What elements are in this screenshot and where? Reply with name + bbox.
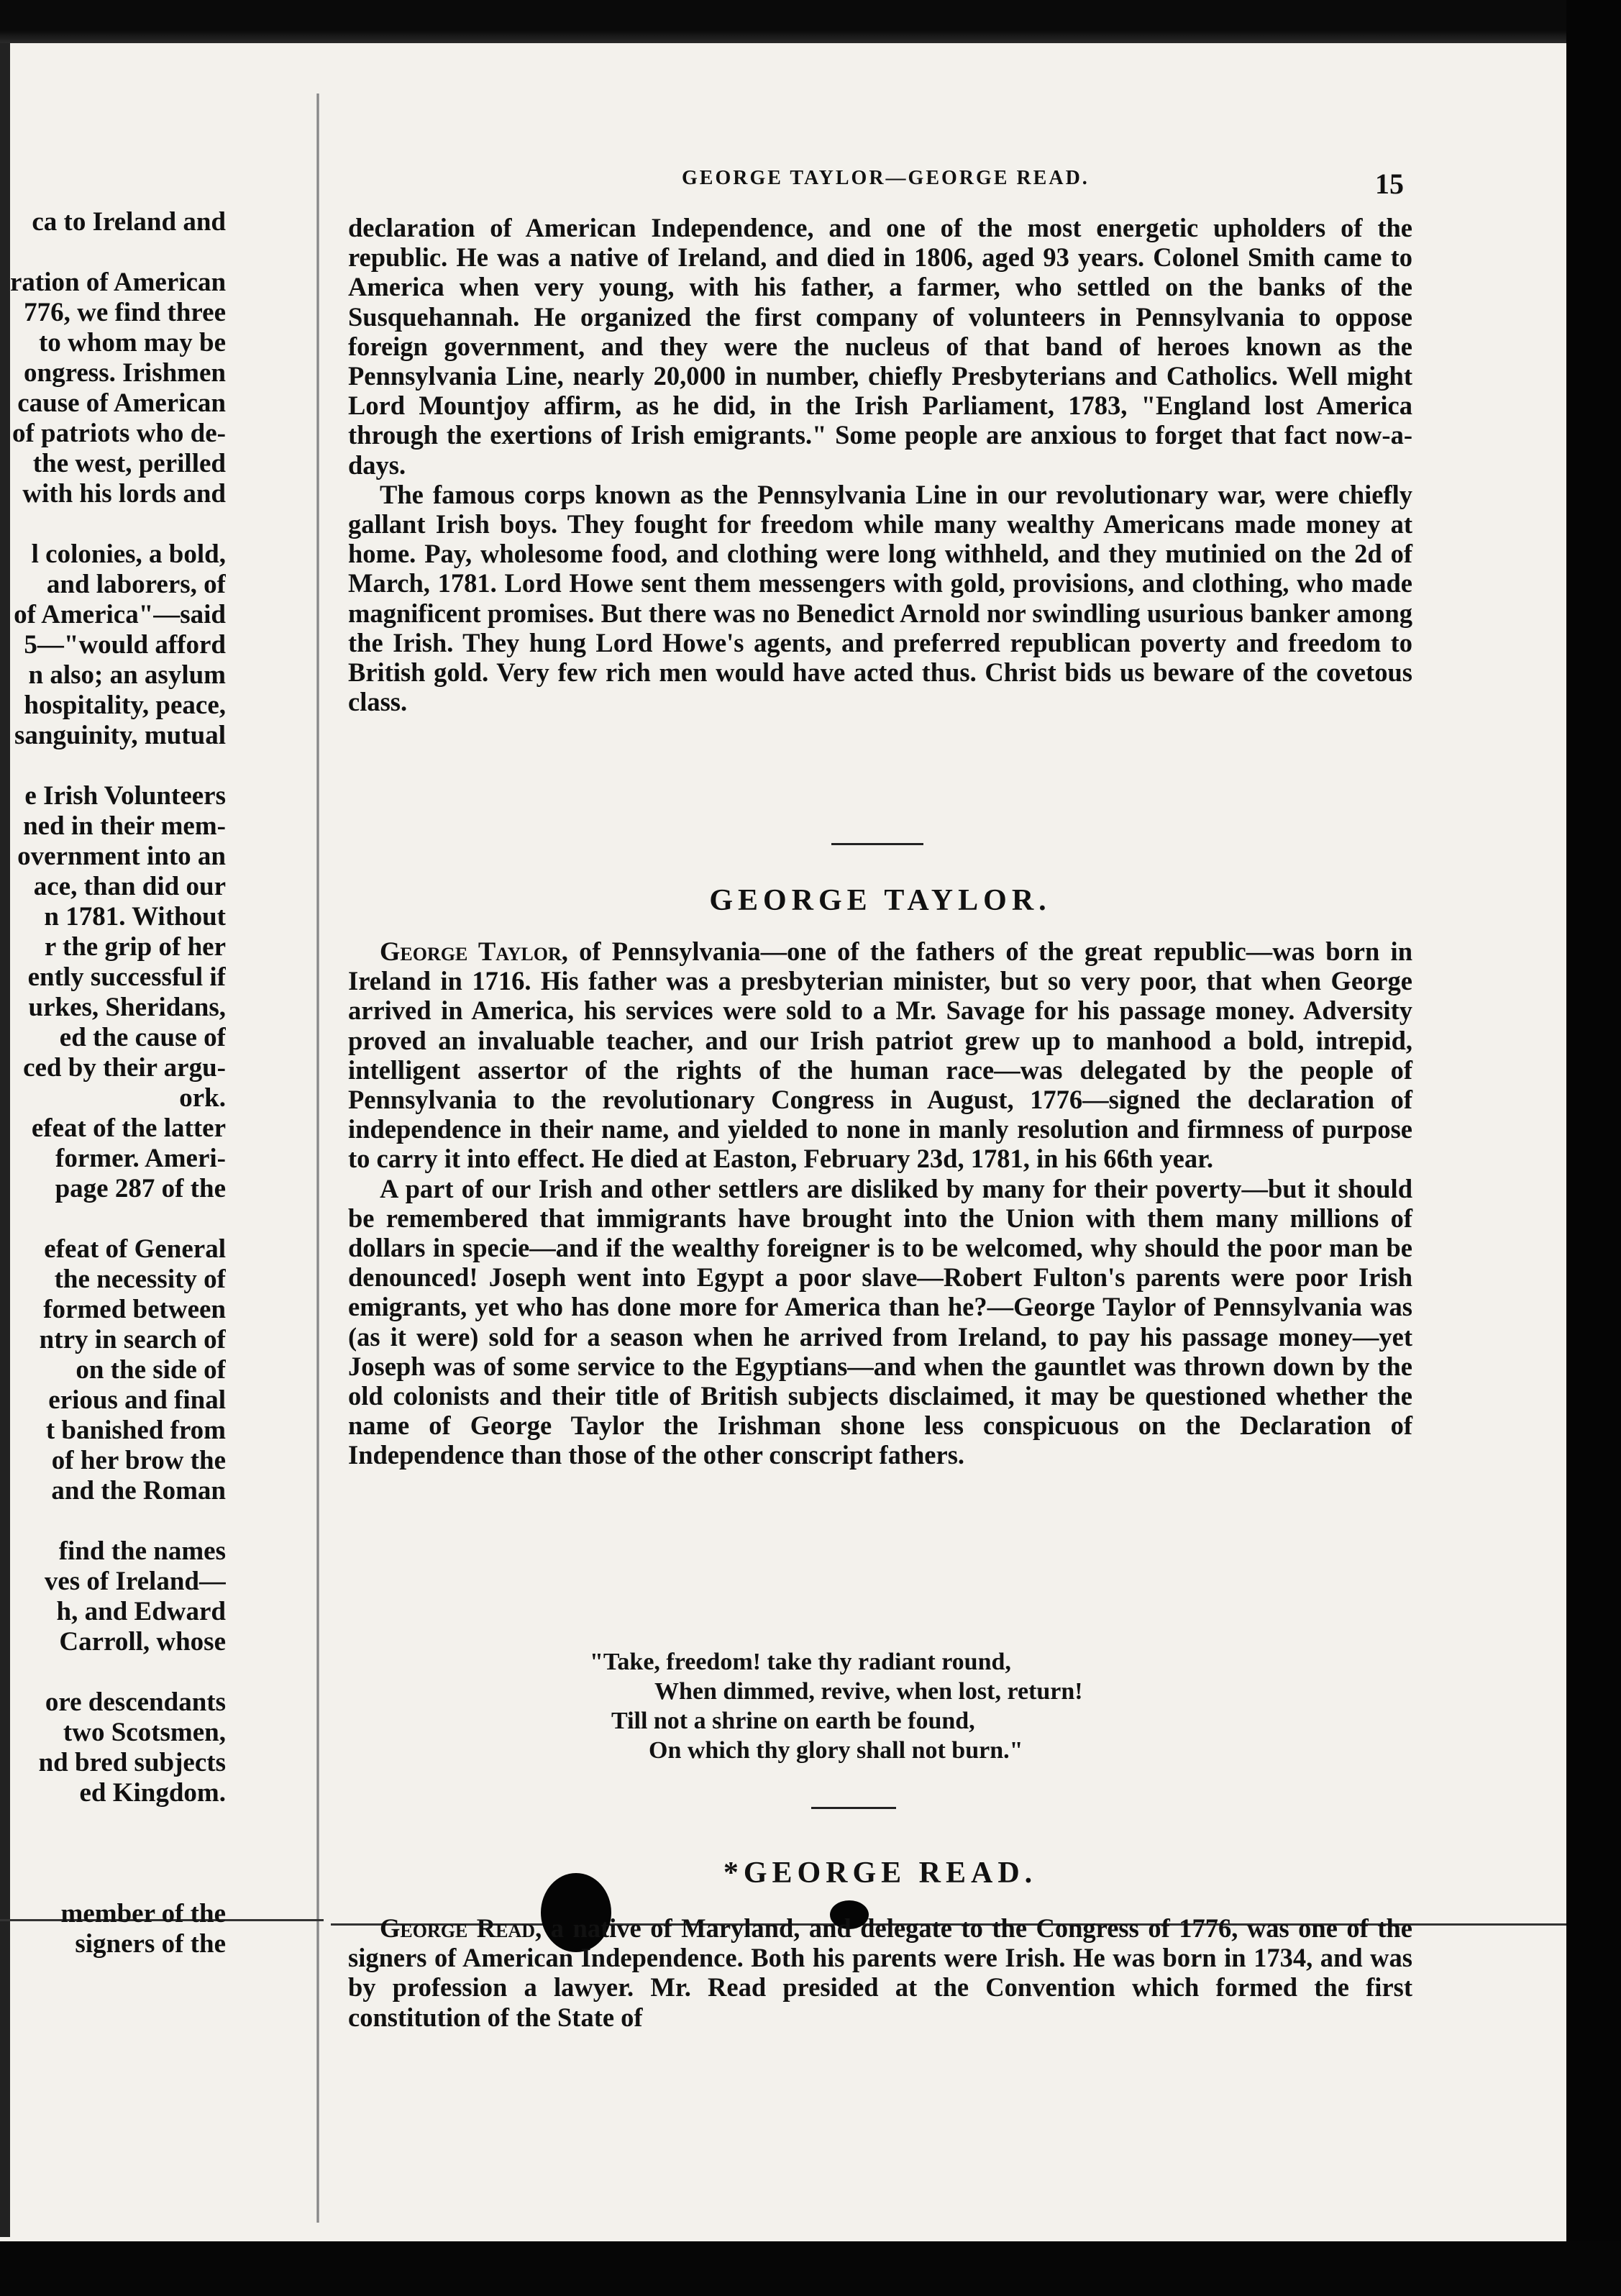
- previous-page-line: 776, we find three: [24, 298, 226, 327]
- previous-page-line: find the names: [58, 1536, 226, 1566]
- read-paragraph-1: , a native of Maryland, and delegate to the Congress of 1776, was one of the signers of American Independence. Both his parents were Irish. He was born in 1734, and was by profession a lawyer. Mr. Read presided at the Convention which formed the first constitution of the State of: [348, 1913, 1412, 2032]
- page-gutter: [316, 94, 319, 2223]
- taylor-paragraph-1: , of Pennsylvania—one of the fathers of the great republic—was born in Ireland in 1716. His father was a presbyterian minister, but so very poor, that when George arrived in America, his services were sold to a Mr. Savage for his passage money. Adversity proved an invaluable teacher, and our Irish patriot grew up to manhood a bold, intrepid, intelligent assertor of the rights of the human race—was delegated by the people of Pennsylvania to the revolutionary Congress in August, 1776—signed the declaration of independence in their name, and yielded to none in manly resolution and firmness of purpose to carry it into effect. He died at Easton, February 23d, 1781, in his 66th year.: [348, 937, 1412, 1174]
- column-gap: [10, 1657, 226, 1687]
- previous-page-line: to whom may be: [38, 328, 226, 357]
- column-gap: [10, 1808, 226, 1839]
- previous-page-column: [10, 207, 226, 1959]
- previous-page-line: of America"—said: [14, 600, 226, 629]
- previous-page-line: the necessity of: [54, 1265, 226, 1294]
- previous-page-line: urkes, Sheridans,: [28, 993, 226, 1022]
- scan-left-edge: [0, 43, 10, 2237]
- previous-page-line: n 1781. Without: [44, 902, 226, 931]
- previous-page-line: overnment into an: [17, 842, 226, 871]
- previous-page-line: nd bred subjects: [38, 1748, 226, 1777]
- poem-line: Till not a shrine on earth be found,: [611, 1708, 975, 1734]
- previous-page-line: and laborers, of: [46, 570, 226, 599]
- read-heading: *GEORGE READ.: [723, 1857, 1038, 1890]
- previous-page-line: member of the: [60, 1899, 226, 1928]
- taylor-section: [348, 937, 1412, 1470]
- previous-page-line: efeat of the latter: [31, 1113, 226, 1143]
- previous-page-line: ed Kingdom.: [79, 1778, 226, 1808]
- previous-page-line: l colonies, a bold,: [31, 539, 226, 569]
- section-divider: [831, 843, 923, 845]
- section-divider: [811, 1807, 896, 1809]
- poem-line: When dimmed, revive, when lost, return!: [654, 1678, 1083, 1705]
- previous-page-line: n also; an asylum: [28, 660, 226, 690]
- previous-page-line: e Irish Volunteers: [24, 781, 226, 811]
- continuation-paragraph-2: The famous corps known as the Pennsylvania Line in our revolutionary war, were chiefly gallant Irish boys. They fought for freedom while many wealthy Americans made money at home. Pay, wholesome food, and clothing were long withheld, and they mutinied on the 2d of March, 1781. Lord Howe sent them messengers with gold, provisions, and clothing, who made magnificent promises. But there was no Benedict Arnold nor swindling usurious banker among the Irish. They hung Lord Howe's agents, and preferred republican poverty and freedom to British gold. Very few rich men would have acted thus. Christ bids us beware of the covetous class.: [348, 479, 1412, 717]
- page-number: 15: [1375, 168, 1404, 200]
- previous-page-line: erious and final: [48, 1385, 226, 1415]
- scan-bottom-border: [0, 2241, 1621, 2296]
- running-header: GEORGE TAYLOR—GEORGE READ.: [682, 167, 1090, 189]
- previous-page-line: ace, than did our: [33, 872, 226, 901]
- previous-page-line: t banished from: [45, 1416, 226, 1445]
- column-gap: [10, 1204, 226, 1234]
- previous-page-line: of patriots who de-: [12, 419, 226, 448]
- continuation-text: [348, 213, 1412, 716]
- column-gap: [10, 1869, 226, 1899]
- previous-page-line: ore descendants: [45, 1687, 226, 1717]
- previous-page-line: h, and Edward: [56, 1597, 226, 1626]
- previous-page-line: 5—"would afford: [24, 630, 226, 660]
- read-name-lead: George Read: [380, 1913, 536, 1943]
- previous-page-line: cause of American: [17, 388, 226, 418]
- taylor-heading: GEORGE TAYLOR.: [709, 884, 1051, 917]
- previous-page-line: ced by their argu-: [23, 1053, 226, 1083]
- previous-page-line: ongress. Irishmen: [24, 358, 226, 388]
- previous-page-line: r the grip of her: [44, 932, 226, 962]
- previous-page-line: two Scotsmen,: [63, 1718, 226, 1747]
- continuation-paragraph-1: declaration of American Independence, and one of the most energetic upholders of the republic. He was a native of Ireland, and died in 1806, aged 93 years. Colonel Smith came to America when very young, with his father, a farmer, who settled on the banks of the Susquehannah. He organized the first company of volunteers in Pennsylvania to oppose foreign government, and they were the nucleus of that band of heroes known as the Pennsylvania Line, nearly 20,000 in number, chiefly Presbyterians and Catholics. Well might Lord Mountjoy affirm, as he did, in the Irish Parliament, 1783, "England lost America through the exertions of Irish emigrants." Some people are anxious to forget that fact now-a-days.: [348, 213, 1412, 480]
- read-section: [348, 1913, 1412, 2032]
- previous-page-line: signers of the: [75, 1929, 226, 1959]
- poem-quote: [590, 1647, 1237, 1765]
- previous-page-line: the west, perilled: [32, 449, 226, 478]
- previous-page-line: ed the cause of: [59, 1023, 226, 1052]
- previous-page-line: ration of American: [10, 268, 226, 297]
- column-gap: [10, 237, 226, 268]
- previous-page-line: sanguinity, mutual: [14, 721, 226, 750]
- previous-page-line: ork.: [179, 1083, 226, 1113]
- previous-page-line: Carroll, whose: [59, 1627, 226, 1657]
- scan-right-border: [1566, 0, 1621, 2296]
- column-gap: [10, 1506, 226, 1536]
- previous-page-line: ently successful if: [27, 962, 226, 992]
- previous-page-line: efeat of General: [44, 1234, 226, 1264]
- poem-line: "Take, freedom! take thy radiant round,: [590, 1649, 1011, 1675]
- previous-page-line: formed between: [43, 1295, 226, 1324]
- previous-page-line: ca to Ireland and: [32, 207, 226, 237]
- previous-page-line: of her brow the: [51, 1446, 226, 1475]
- scan-top-border: [0, 0, 1621, 43]
- column-gap: [10, 751, 226, 781]
- previous-page-line: ned in their mem-: [23, 811, 226, 841]
- taylor-name-lead: George Taylor: [380, 937, 562, 966]
- poem-line: On which thy glory shall not burn.": [649, 1737, 1023, 1764]
- previous-page-line: ves of Ireland—: [44, 1567, 226, 1596]
- previous-page-line: ntry in search of: [39, 1325, 226, 1354]
- column-gap: [10, 509, 226, 539]
- previous-page-line: with his lords and: [22, 479, 226, 509]
- previous-page-line: hospitality, peace,: [24, 691, 226, 720]
- previous-page-line: on the side of: [76, 1355, 226, 1385]
- column-gap: [10, 1839, 226, 1869]
- taylor-paragraph-2: A part of our Irish and other settlers are disliked by many for their poverty—but it should be remembered that immigrants have brought into the Union with them many millions of dollars in specie—and if the wealthy foreigner is to be welcomed, why should the poor man be denounced! Joseph went into Egypt a poor slave—Robert Fulton's parents were poor Irish emigrants, yet who has done more for America than he?—George Taylor of Pennsylvania was (as it were) sold for a season when he arrived from Ireland, to pay his passage money—yet Joseph was of some service to the Egyptians—and when the gauntlet was thrown down by the old colonists and their title of British subjects disclaimed, it may be questioned whether the name of George Taylor the Irishman shone less conspicuous on the Declaration of Independence than those of the other conscript fathers.: [348, 1173, 1412, 1470]
- previous-page-line: page 287 of the: [55, 1174, 226, 1203]
- previous-page-line: and the Roman: [51, 1476, 226, 1505]
- previous-page-line: former. Ameri-: [55, 1144, 226, 1173]
